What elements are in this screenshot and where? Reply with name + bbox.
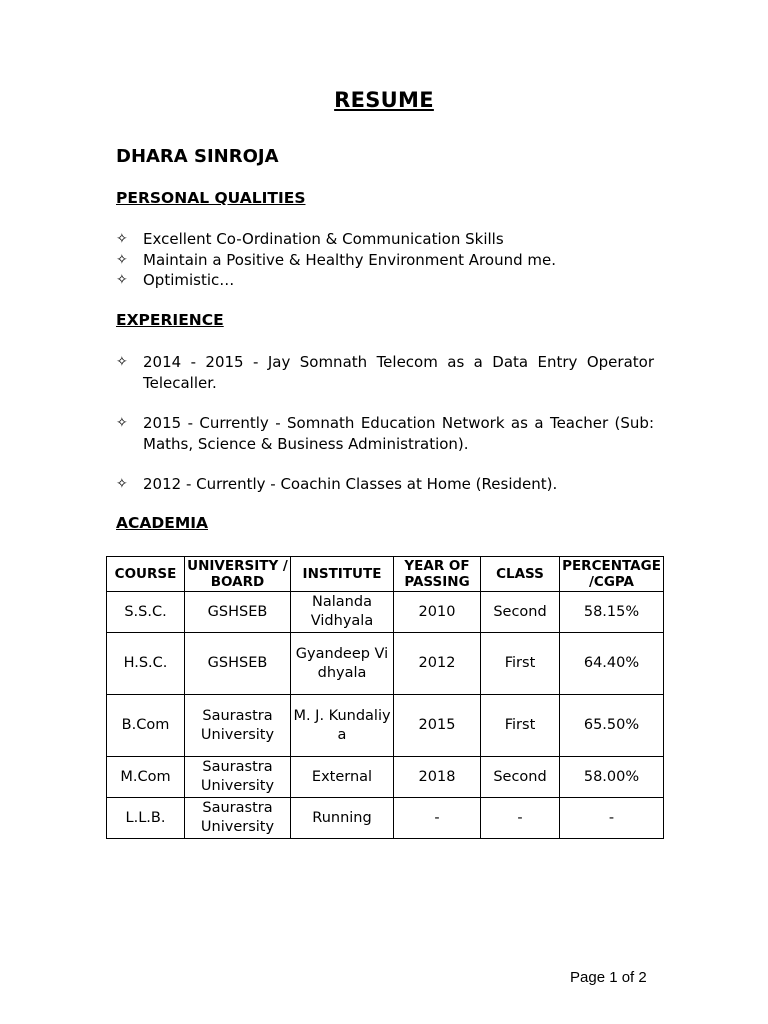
table-cell: - <box>560 798 664 839</box>
table-row <box>107 592 664 633</box>
star-bullet-icon: ✧ <box>116 476 128 492</box>
experience-item <box>116 352 654 393</box>
table-row <box>107 798 664 839</box>
column-header: CLASS <box>481 557 560 592</box>
table-cell: 2012 <box>394 633 481 695</box>
table-cell: 64.40% <box>560 633 664 695</box>
table-cell: 65.50% <box>560 695 664 757</box>
column-header: YEAR OF PASSING <box>394 557 481 592</box>
column-header: COURSE <box>107 557 185 592</box>
star-bullet-icon: ✧ <box>116 415 128 431</box>
table-cell: 58.00% <box>560 757 664 798</box>
table-cell: - <box>481 798 560 839</box>
table-cell: Saurastra University <box>185 798 291 839</box>
table-cell: Second <box>481 757 560 798</box>
column-header: INSTITUTE <box>291 557 394 592</box>
table-cell: First <box>481 633 560 695</box>
table-cell: Saurastra University <box>185 695 291 757</box>
table-row <box>107 695 664 757</box>
table-cell: M. J. Kundaliya <box>291 695 394 757</box>
star-bullet-icon: ✧ <box>116 272 128 288</box>
table-cell: GSHSEB <box>185 633 291 695</box>
academia-table <box>106 556 664 839</box>
table-cell: First <box>481 695 560 757</box>
table-cell: H.S.C. <box>107 633 185 695</box>
table-cell: B.Com <box>107 695 185 757</box>
experience-item <box>116 474 654 495</box>
personal-qualities-heading: PERSONAL QUALITIES <box>116 189 306 207</box>
column-header: UNIVERSITY / BOARD <box>185 557 291 592</box>
list-item: ✧ 2015 - Currently - Somnath Education Network as a Teacher (Sub: Maths, Science & Business Administration). <box>116 414 654 453</box>
table-cell: Saurastra University <box>185 757 291 798</box>
star-bullet-icon: ✧ <box>116 251 128 268</box>
table-cell: M.Com <box>107 757 185 798</box>
column-header: PERCENTAGE /CGPA <box>560 557 664 592</box>
page-number: Page 1 of 2 <box>570 969 647 986</box>
experience-heading: EXPERIENCE <box>116 311 224 329</box>
star-bullet-icon: ✧ <box>116 354 128 370</box>
table-cell: External <box>291 757 394 798</box>
list-item: ✧ Excellent Co-Ordination & Communication Skills <box>116 230 504 248</box>
personal-qualities-list <box>116 229 654 291</box>
table-cell: 2010 <box>394 592 481 633</box>
table-cell: L.L.B. <box>107 798 185 839</box>
table-row <box>107 757 664 798</box>
table-header-row <box>107 557 664 592</box>
table-cell: Second <box>481 592 560 633</box>
experience-item <box>116 413 654 454</box>
list-item: ✧ Optimistic… <box>116 271 235 289</box>
list-item: ✧ 2014 - 2015 - Jay Somnath Telecom as a Data Entry Operator Telecaller. <box>116 353 654 392</box>
document-title: RESUME <box>334 88 434 112</box>
table-cell: - <box>394 798 481 839</box>
table-cell: Nalanda Vidhyala <box>291 592 394 633</box>
list-item: ✧ 2012 - Currently - Coachin Classes at Home (Resident). <box>116 475 558 493</box>
table-row <box>107 633 664 695</box>
table-cell: Gyandeep Vidhyala <box>291 633 394 695</box>
academia-heading: ACADEMIA <box>116 514 209 532</box>
table-cell: S.S.C. <box>107 592 185 633</box>
list-item: ✧ Maintain a Positive & Healthy Environment Around me. <box>116 250 556 269</box>
table-cell: Running <box>291 798 394 839</box>
star-bullet-icon: ✧ <box>116 231 128 247</box>
table-cell: 2015 <box>394 695 481 757</box>
table-cell: 2018 <box>394 757 481 798</box>
candidate-name: DHARA SINROJA <box>116 146 279 167</box>
table-cell: 58.15% <box>560 592 664 633</box>
table-cell: GSHSEB <box>185 592 291 633</box>
